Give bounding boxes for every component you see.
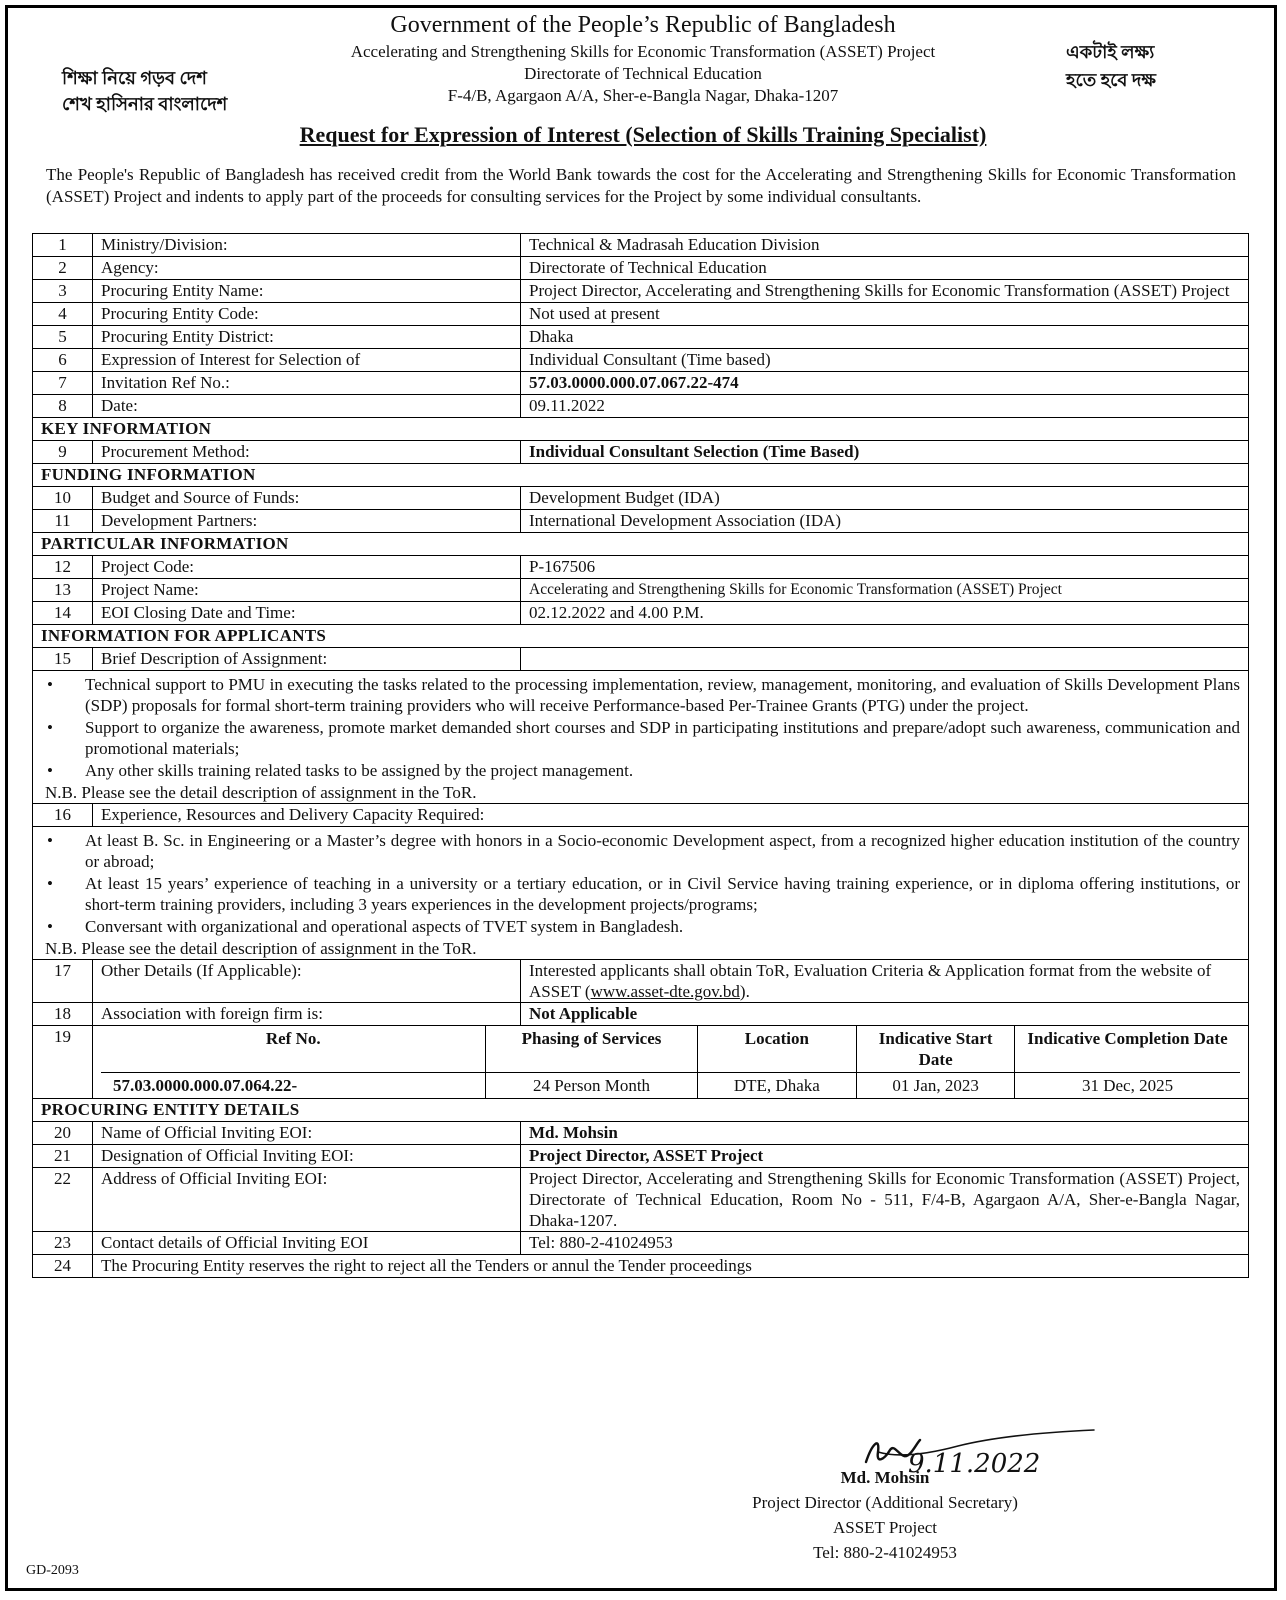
row-number: 19 bbox=[33, 1026, 93, 1099]
row-number: 24 bbox=[33, 1255, 93, 1278]
row-number: 13 bbox=[33, 579, 93, 602]
services-header-completion: Indicative Completion Date bbox=[1015, 1026, 1240, 1073]
row-number: 15 bbox=[33, 648, 93, 671]
services-header-start: Indicative Start Date bbox=[857, 1026, 1015, 1073]
row-label: Development Partners: bbox=[93, 510, 521, 533]
row-label: Budget and Source of Funds: bbox=[93, 487, 521, 510]
official-contact-value: Tel: 880-2-41024953 bbox=[521, 1232, 1249, 1255]
row-value: Development Budget (IDA) bbox=[521, 487, 1249, 510]
services-cell bbox=[93, 1026, 1249, 1099]
row-number: 8 bbox=[33, 395, 93, 418]
row-label: Brief Description of Assignment: bbox=[93, 648, 521, 671]
asset-website-link[interactable]: www.asset-dte.gov.bd bbox=[590, 982, 740, 1001]
official-address-value: Project Director, Accelerating and Strengthening Skills for Economic Transformation (ASSET) Project, Directorate of Technical Education, Room No - 511, F/4-B, Agargaon A/A, Sher-e-Bangla Nagar, Dhaka-1207. bbox=[521, 1168, 1249, 1232]
row-label: Procuring Entity Name: bbox=[93, 280, 521, 303]
row-number: 4 bbox=[33, 303, 93, 326]
experience-note: N.B. Please see the detail description of assignment in the ToR. bbox=[45, 939, 477, 958]
row-number: 5 bbox=[33, 326, 93, 349]
row-number: 17 bbox=[33, 960, 93, 1003]
table-row bbox=[33, 349, 1249, 372]
row-value: 02.12.2022 and 4.00 P.M. bbox=[521, 602, 1249, 625]
section-row bbox=[33, 1099, 1249, 1122]
table-row bbox=[33, 234, 1249, 257]
services-row bbox=[33, 1026, 1249, 1099]
address-header: F-4/B, Agargaon A/A, Sher-e-Bangla Nagar, Dhaka-1207 bbox=[447, 86, 839, 105]
table-row bbox=[33, 257, 1249, 280]
table-row bbox=[33, 960, 1249, 1003]
experience-requirements bbox=[33, 827, 1249, 960]
section-particular-information: PARTICULAR INFORMATION bbox=[33, 533, 1249, 556]
row-label: Contact details of Official Inviting EOI bbox=[93, 1232, 521, 1255]
table-row bbox=[33, 510, 1249, 533]
section-row bbox=[33, 533, 1249, 556]
row-label: Project Code: bbox=[93, 556, 521, 579]
signatory-project: ASSET Project bbox=[832, 1518, 938, 1537]
assignment-description-row bbox=[33, 671, 1249, 804]
row-number: 1 bbox=[33, 234, 93, 257]
row-number: 7 bbox=[33, 372, 93, 395]
row-number: 6 bbox=[33, 349, 93, 372]
row-number: 20 bbox=[33, 1122, 93, 1145]
foreign-firm-value: Not Applicable bbox=[521, 1003, 1249, 1026]
slogan-right-1: একটাই লক্ষ্য bbox=[1066, 42, 1155, 62]
list-item: • At least 15 years’ experience of teaching in a university or a tertiary education, or in Civil Service having training experience, or in diploma offering institutions, or short-term training providers, including 3 years experiences in the development projects/programs; bbox=[41, 873, 1240, 915]
row-value: Project Director, Accelerating and Strengthening Skills for Economic Transformation (ASSET) Project bbox=[521, 280, 1249, 303]
row-label: Invitation Ref No.: bbox=[93, 372, 521, 395]
services-header-ref: Ref No. bbox=[101, 1026, 486, 1073]
table-row bbox=[33, 1168, 1249, 1232]
section-row bbox=[33, 418, 1249, 441]
row-label: Other Details (If Applicable): bbox=[93, 960, 521, 1003]
section-information-for-applicants: INFORMATION FOR APPLICANTS bbox=[33, 625, 1249, 648]
table-row bbox=[33, 303, 1249, 326]
row-value: 09.11.2022 bbox=[521, 395, 1249, 418]
row-number: 23 bbox=[33, 1232, 93, 1255]
government-title: Government of the People’s Republic of Bangladesh bbox=[390, 12, 896, 38]
row-value: Technical & Madrasah Education Division bbox=[521, 234, 1249, 257]
project-name-header: Accelerating and Strengthening Skills for Economic Transformation (ASSET) Project bbox=[350, 42, 936, 61]
intro-paragraph: The People's Republic of Bangladesh has received credit from the World Bank towards the cost for the Accelerating and Strengthening Skills for Economic Transformation (ASSET) Project and indents to apply part of the proceeds for consulting services for the Project by some individual consultants. bbox=[46, 165, 1236, 206]
other-details-value bbox=[521, 960, 1249, 1003]
row-value: Dhaka bbox=[521, 326, 1249, 349]
row-label: Experience, Resources and Delivery Capacity Required: bbox=[93, 804, 1249, 827]
list-item: • Any other skills training related tasks to be assigned by the project management. bbox=[41, 760, 1240, 781]
directorate-header: Directorate of Technical Education bbox=[524, 64, 762, 83]
table-row bbox=[33, 1122, 1249, 1145]
reservation-statement: The Procuring Entity reserves the right to reject all the Tenders or annul the Tender proceedings bbox=[93, 1255, 1249, 1278]
row-label: Association with foreign firm is: bbox=[93, 1003, 521, 1026]
signatory-tel: Tel: 880-2-41024953 bbox=[813, 1543, 957, 1562]
procurement-method-value: Individual Consultant Selection (Time Based) bbox=[521, 441, 1249, 464]
signatory-title: Project Director (Additional Secretary) bbox=[752, 1493, 1018, 1512]
row-number: 10 bbox=[33, 487, 93, 510]
row-label: Designation of Official Inviting EOI: bbox=[93, 1145, 521, 1168]
table-row bbox=[33, 556, 1249, 579]
slogan-left-1: শিক্ষা নিয়ে গড়ব দেশ bbox=[62, 68, 207, 88]
list-item: • Support to organize the awareness, promote market demanded short courses and SDP in participating institutions and prepare/adopt such awareness, communication and promotional materials; bbox=[41, 717, 1240, 759]
services-header-phasing: Phasing of Services bbox=[486, 1026, 697, 1073]
list-item: • At least B. Sc. in Engineering or a Master’s degree with honors in a Socio-economic Development aspect, from a recognized higher education institution of the country or abroad; bbox=[41, 830, 1240, 872]
row-number: 2 bbox=[33, 257, 93, 280]
table-row bbox=[33, 372, 1249, 395]
row-value: Accelerating and Strengthening Skills for Economic Transformation (ASSET) Project bbox=[521, 579, 1249, 602]
services-table bbox=[101, 1026, 1240, 1098]
assignment-note: N.B. Please see the detail description of assignment in the ToR. bbox=[45, 783, 477, 802]
eoi-table bbox=[32, 233, 1249, 1278]
table-row bbox=[33, 326, 1249, 349]
services-completion-value: 31 Dec, 2025 bbox=[1015, 1073, 1240, 1099]
services-phasing-value: 24 Person Month bbox=[486, 1073, 697, 1099]
row-label: EOI Closing Date and Time: bbox=[93, 602, 521, 625]
row-number: 9 bbox=[33, 441, 93, 464]
table-row bbox=[33, 804, 1249, 827]
row-label: Ministry/Division: bbox=[93, 234, 521, 257]
row-label: Procuring Entity District: bbox=[93, 326, 521, 349]
section-procuring-entity-details: PROCURING ENTITY DETAILS bbox=[33, 1099, 1249, 1122]
row-number: 11 bbox=[33, 510, 93, 533]
row-label: Date: bbox=[93, 395, 521, 418]
other-details-text: Interested applicants shall obtain ToR, Evaluation Criteria & Application format from the website of ASSET ( bbox=[529, 961, 1212, 1001]
table-row bbox=[33, 441, 1249, 464]
table-row bbox=[33, 1232, 1249, 1255]
document-heading: Request for Expression of Interest (Selection of Skills Training Specialist) bbox=[299, 122, 987, 147]
table-row bbox=[33, 1003, 1249, 1026]
other-details-text-end: ). bbox=[739, 982, 750, 1001]
official-name-value: Md. Mohsin bbox=[521, 1122, 1249, 1145]
section-key-information: KEY INFORMATION bbox=[33, 418, 1249, 441]
row-label: Agency: bbox=[93, 257, 521, 280]
row-label: Name of Official Inviting EOI: bbox=[93, 1122, 521, 1145]
list-item: • Conversant with organizational and operational aspects of TVET system in Bangladesh. bbox=[41, 916, 1240, 937]
assignment-description bbox=[33, 671, 1249, 804]
table-row bbox=[33, 487, 1249, 510]
row-value: Not used at present bbox=[521, 303, 1249, 326]
table-row bbox=[33, 395, 1249, 418]
row-number: 12 bbox=[33, 556, 93, 579]
experience-requirements-row bbox=[33, 827, 1249, 960]
row-number: 14 bbox=[33, 602, 93, 625]
row-number: 16 bbox=[33, 804, 93, 827]
signatory-name: Md. Mohsin bbox=[840, 1468, 930, 1487]
table-row bbox=[33, 602, 1249, 625]
row-value-empty bbox=[521, 648, 1249, 671]
services-header-location: Location bbox=[697, 1026, 857, 1073]
official-designation-value: Project Director, ASSET Project bbox=[521, 1145, 1249, 1168]
table-row bbox=[33, 1145, 1249, 1168]
row-label: Project Name: bbox=[93, 579, 521, 602]
row-value: International Development Association (IDA) bbox=[521, 510, 1249, 533]
section-row bbox=[33, 625, 1249, 648]
list-item: • Technical support to PMU in executing the tasks related to the processing implementation, review, management, monitoring, and evaluation of Skills Development Plans (SDP) proposals for formal short-term training providers who will receive Performance-based Per-Trainee Grants (PTG) under the project. bbox=[41, 674, 1240, 716]
row-label: Procurement Method: bbox=[93, 441, 521, 464]
table-row bbox=[33, 280, 1249, 303]
row-value: Directorate of Technical Education bbox=[521, 257, 1249, 280]
table-row bbox=[33, 579, 1249, 602]
row-number: 18 bbox=[33, 1003, 93, 1026]
table-row bbox=[33, 648, 1249, 671]
row-number: 3 bbox=[33, 280, 93, 303]
row-label: Procuring Entity Code: bbox=[93, 303, 521, 326]
section-row bbox=[33, 464, 1249, 487]
signature-date: 9.11.2022 bbox=[908, 1449, 1041, 1479]
services-start-value: 01 Jan, 2023 bbox=[857, 1073, 1015, 1099]
section-funding-information: FUNDING INFORMATION bbox=[33, 464, 1249, 487]
row-number: 22 bbox=[33, 1168, 93, 1232]
row-number: 21 bbox=[33, 1145, 93, 1168]
invitation-ref-value: 57.03.0000.000.07.067.22-474 bbox=[521, 372, 1249, 395]
slogan-right-2: হতে হবে দক্ষ bbox=[1066, 70, 1156, 90]
services-location-value: DTE, Dhaka bbox=[697, 1073, 857, 1099]
slogan-left-2: শেখ হাসিনার বাংলাদেশ bbox=[62, 94, 228, 114]
row-label: Address of Official Inviting EOI: bbox=[93, 1168, 521, 1232]
row-label: Expression of Interest for Selection of bbox=[93, 349, 521, 372]
services-ref-value: 57.03.0000.000.07.064.22- bbox=[101, 1073, 486, 1099]
footer-code: GD-2093 bbox=[26, 1563, 79, 1578]
row-value: Individual Consultant (Time based) bbox=[521, 349, 1249, 372]
table-row bbox=[33, 1255, 1249, 1278]
row-value: P-167506 bbox=[521, 556, 1249, 579]
